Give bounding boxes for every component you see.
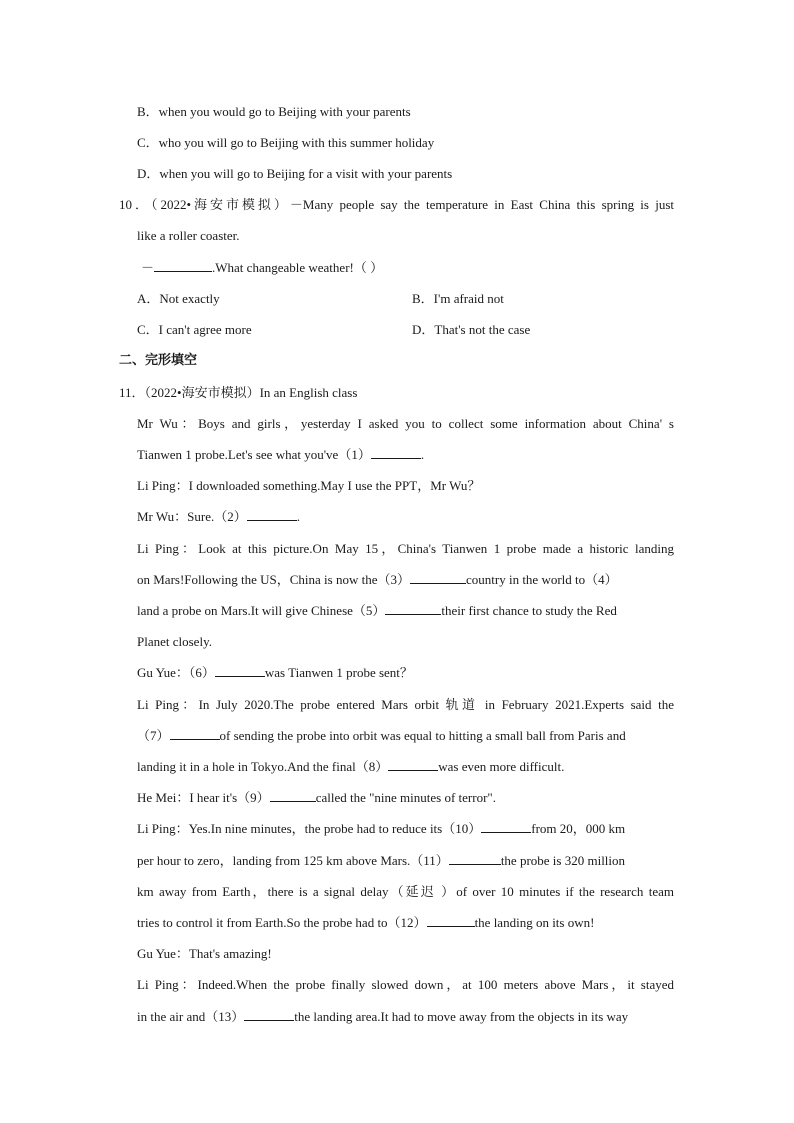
q9-option-b[interactable]: B．when you would go to Beijing with your parents (137, 104, 411, 119)
q11-text: the landing on its own! (474, 915, 595, 930)
cloze-blank-2[interactable] (247, 507, 297, 521)
q11-text: tries to control it from Earth.So the probe had to（12） (137, 915, 427, 930)
cloze-blank-6[interactable] (215, 663, 265, 677)
q11-line (137, 913, 594, 933)
q9-option-d[interactable]: D．when you will go to Beijing for a visit with your parents (137, 166, 453, 181)
q11-line (137, 819, 625, 839)
q11-text: （7） (137, 728, 170, 743)
q11-text: their first chance to study the Red (441, 603, 617, 618)
cloze-blank-12[interactable] (427, 913, 475, 927)
q10-option-d[interactable]: D．That's not the case (412, 322, 531, 337)
q11-text: . (296, 509, 300, 524)
q11-line (137, 851, 625, 871)
q11-text: was Tianwen 1 probe sent？ (264, 665, 413, 680)
cloze-blank-13[interactable] (244, 1007, 294, 1021)
q11-text: the probe is 320 million (500, 853, 626, 868)
q10-option-c[interactable]: C．I can't agree more (137, 322, 252, 337)
q11-line (137, 445, 424, 465)
q11-text: was even more difficult. (438, 759, 565, 774)
q11-line: Li Ping：Look at this picture.On May 15，China's Tianwen 1 probe made a historic landing (137, 541, 674, 556)
q11-line (137, 788, 496, 808)
q11-line (137, 601, 674, 621)
q11-line: km away from Earth，there is a signal delay（延迟 ）of over 10 minutes if the research team (137, 884, 674, 899)
q11-text: land a probe on Mars.It will give Chinese（5） (137, 603, 386, 618)
q10-answer-line (141, 258, 383, 278)
q9-option-c[interactable]: C．who you will go to Beijing with this summer holiday (137, 135, 435, 150)
q11-text: He Mei：I hear it's（9） (137, 790, 270, 805)
q10-stem-line2: like a roller coaster. (137, 228, 240, 243)
q11-text: Li Ping：Yes.In nine minutes，the probe had to reduce its（10） (137, 821, 482, 836)
q10-option-a[interactable]: A．Not exactly (137, 291, 220, 306)
q11-line (137, 663, 413, 683)
q10-stem-line1: 10．（2022•海安市模拟）－Many people say the temperature in East China this spring is just (119, 197, 674, 212)
q11-text: per hour to zero，landing from 125 km above Mars.（11） (137, 853, 449, 868)
q11-line (137, 1007, 628, 1027)
q11-text: Tianwen 1 probe.Let's see what you've（1） (137, 447, 371, 462)
q11-line (137, 570, 674, 590)
q10-option-b[interactable]: B．I'm afraid not (412, 291, 504, 306)
q11-header: 11．（2022•海安市模拟）In an English class (119, 385, 358, 400)
q11-text: the landing area.It had to move away from the objects in its way (294, 1009, 629, 1024)
q11-text: . (420, 447, 425, 462)
q11-text: Mr Wu：Sure.（2） (137, 509, 247, 524)
cloze-blank-11[interactable] (449, 851, 501, 865)
q11-line: Mr Wu：Boys and girls，yesterday I asked you to collect some information about China' s (137, 416, 674, 431)
cloze-blank-7[interactable] (170, 726, 220, 740)
cloze-blank-1[interactable] (371, 445, 421, 459)
q11-line: Li Ping：I downloaded something.May I use the PPT，Mr Wu？ (137, 478, 481, 493)
q11-text: from 20，000 km (531, 821, 626, 836)
q11-line: Gu Yue：That's amazing! (137, 946, 272, 961)
q11-text: on Mars!Following the US，China is now the（3） (137, 572, 410, 587)
q11-line (137, 726, 626, 746)
q10-dash: － (141, 260, 155, 275)
q11-text: country in the world to（4） (466, 572, 618, 587)
q11-text: in the air and（13） (137, 1009, 245, 1024)
q11-line (137, 507, 300, 527)
q11-text: landing it in a hole in Tokyo.And the final（8） (137, 759, 389, 774)
cloze-blank-10[interactable] (481, 819, 531, 833)
q11-line: Planet closely. (137, 634, 212, 649)
q10-blank[interactable] (154, 258, 212, 272)
cloze-blank-8[interactable] (388, 757, 438, 771)
cloze-blank-5[interactable] (385, 601, 441, 615)
cloze-blank-3[interactable] (410, 570, 466, 584)
q11-text: Gu Yue：（6） (137, 665, 215, 680)
cloze-blank-9[interactable] (270, 788, 316, 802)
q11-line: Li Ping：In July 2020.The probe entered Mars orbit 轨道 in February 2021.Experts said the (137, 697, 674, 712)
q11-text: called the "nine minutes of terror". (315, 790, 496, 805)
q11-line (137, 757, 564, 777)
q11-text: of sending the probe into orbit was equal to hitting a small ball from Paris and (219, 728, 626, 743)
q11-line: Li Ping：Indeed.When the probe finally slowed down，at 100 meters above Mars，it stayed (137, 977, 674, 992)
section-heading-cloze: 二、完形填空 (119, 353, 198, 368)
q10-reply-text: .What changeable weather!（ ） (212, 260, 384, 275)
